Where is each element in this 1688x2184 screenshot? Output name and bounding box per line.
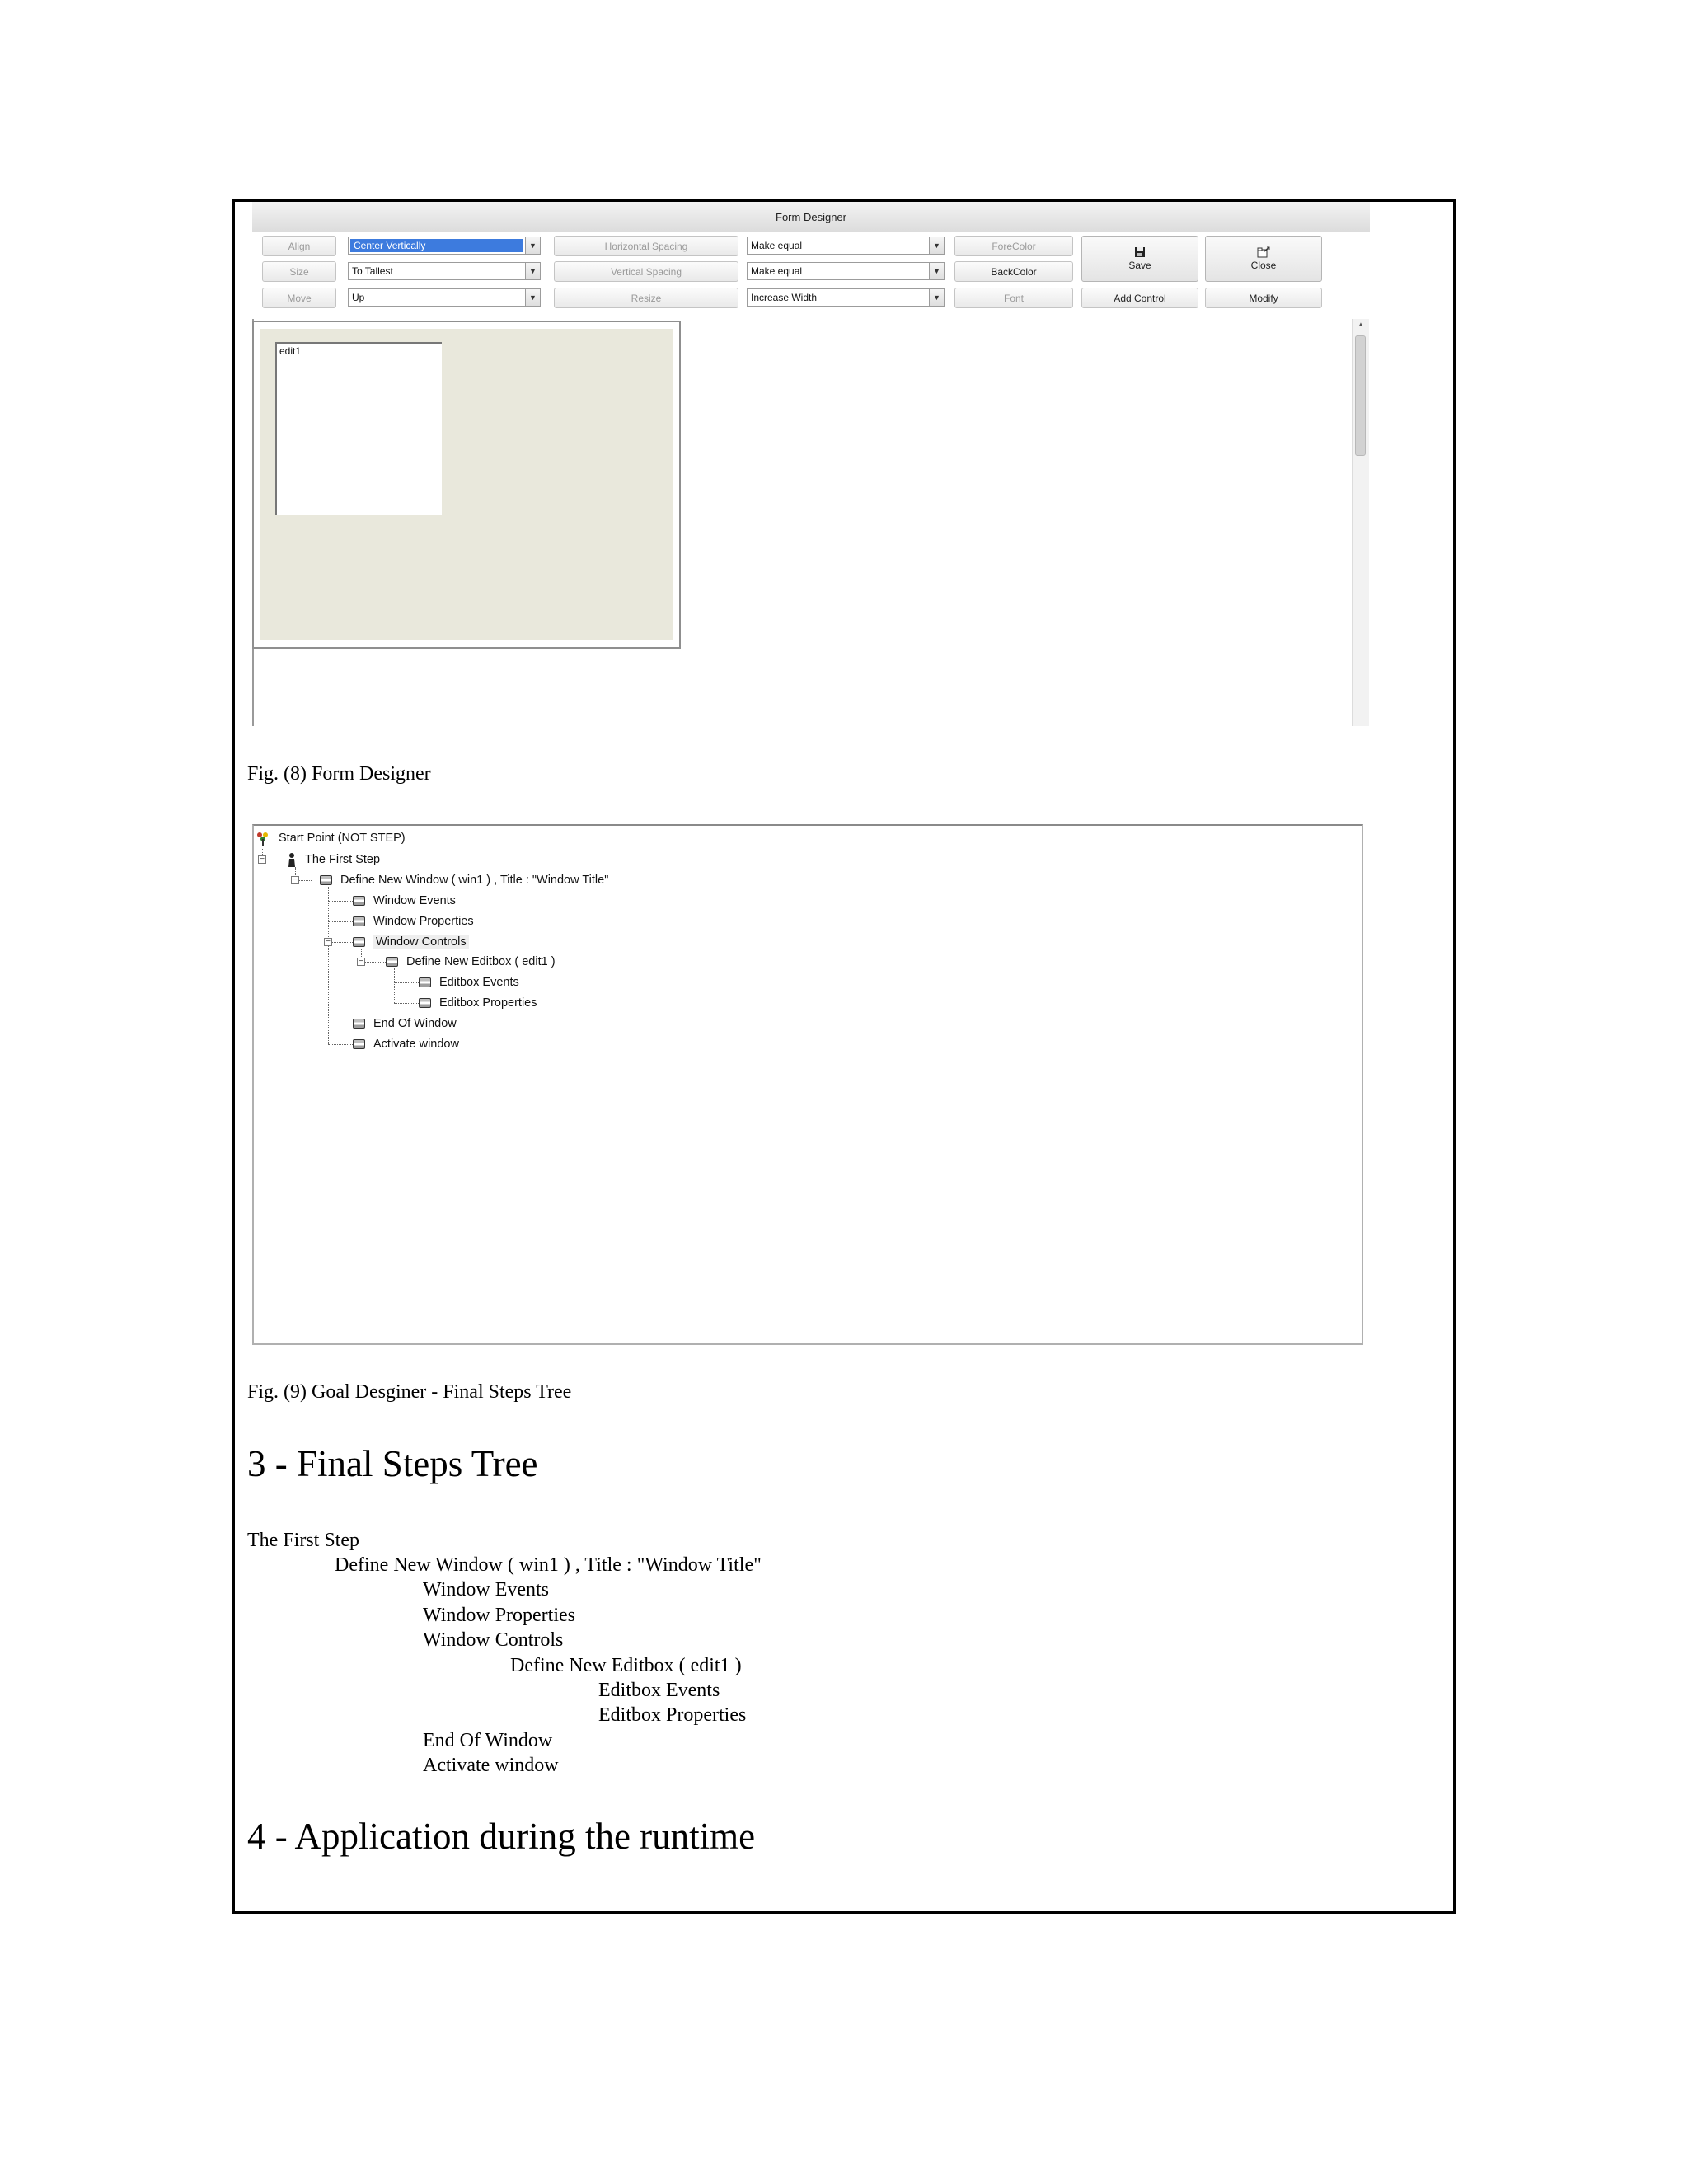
node-icon (353, 916, 365, 926)
align-button[interactable]: Align (262, 236, 336, 256)
move-select[interactable] (348, 288, 541, 307)
tree-node-define-editbox[interactable]: Define New Editbox ( edit1 ) (386, 952, 556, 972)
steps-line: End Of Window (423, 1730, 553, 1751)
tree-node-end-of-window[interactable]: End Of Window (353, 1014, 457, 1033)
align-select-value: Center Vertically (350, 239, 523, 252)
scroll-up-arrow-icon[interactable]: ▲ (1357, 321, 1364, 328)
tree-node-activate-window[interactable]: Activate window (353, 1034, 459, 1054)
scrollbar-thumb[interactable] (1355, 335, 1366, 456)
tree-node-window-controls[interactable]: Window Controls (353, 932, 469, 952)
vertical-spacing-value: Make equal (751, 265, 803, 277)
collapse-toggle-icon[interactable]: − (324, 938, 332, 946)
edit1-control[interactable]: edit1 (275, 342, 442, 515)
chevron-down-icon[interactable]: ▼ (929, 263, 944, 279)
vertical-spacing-button[interactable]: Vertical Spacing (554, 261, 738, 282)
close-label: Close (1250, 260, 1277, 271)
node-icon (353, 937, 365, 947)
size-select[interactable] (348, 262, 541, 280)
form-surface[interactable] (260, 329, 673, 640)
steps-line: Define New Editbox ( edit1 ) (510, 1655, 742, 1676)
chevron-down-icon[interactable]: ▼ (525, 263, 540, 279)
design-canvas[interactable] (252, 319, 1370, 726)
steps-line: Window Events (423, 1579, 550, 1601)
align-select[interactable] (348, 237, 541, 255)
figure-8-caption: Fig. (8) Form Designer (247, 763, 431, 785)
form-designer-title: Form Designer (252, 202, 1370, 232)
node-icon (353, 1039, 365, 1049)
collapse-toggle-icon[interactable]: − (357, 958, 365, 966)
size-select-value: To Tallest (352, 265, 393, 277)
floppy-disk-icon (1134, 246, 1146, 258)
section-heading-4: 4 - Application during the runtime (247, 1816, 756, 1857)
steps-line: Define New Window ( win1 ) , Title : "Window Title" (335, 1554, 762, 1576)
steps-line: Editbox Properties (598, 1704, 747, 1726)
node-icon (353, 1019, 365, 1029)
chevron-down-icon[interactable]: ▼ (929, 237, 944, 254)
form-designer-window (252, 202, 1370, 726)
steps-line: The First Step (247, 1530, 359, 1551)
steps-tree[interactable] (252, 824, 1363, 1345)
start-flag-icon (256, 831, 270, 846)
folder-exit-icon (1257, 246, 1270, 258)
font-button[interactable]: Font (954, 288, 1073, 308)
move-select-value: Up (352, 292, 365, 303)
section-heading-3: 3 - Final Steps Tree (247, 1443, 538, 1484)
steps-line: Window Properties (423, 1605, 576, 1626)
add-control-button[interactable]: Add Control (1081, 288, 1198, 308)
node-icon (320, 875, 332, 885)
resize-select[interactable] (747, 288, 945, 307)
size-button[interactable]: Size (262, 261, 336, 282)
chevron-down-icon[interactable]: ▼ (525, 237, 540, 254)
steps-line: Activate window (423, 1755, 559, 1776)
tree-node-editbox-properties[interactable]: Editbox Properties (419, 993, 537, 1013)
designed-form[interactable] (252, 321, 681, 649)
steps-line: Editbox Events (598, 1680, 720, 1701)
move-button[interactable]: Move (262, 288, 336, 308)
horizontal-spacing-value: Make equal (751, 240, 803, 251)
modify-button[interactable]: Modify (1205, 288, 1322, 308)
resize-button[interactable]: Resize (554, 288, 738, 308)
steps-line: Window Controls (423, 1629, 564, 1651)
tree-node-define-window[interactable]: Define New Window ( win1 ) , Title : "Window Title" (320, 870, 608, 890)
horizontal-spacing-select[interactable] (747, 237, 945, 255)
close-button[interactable] (1205, 236, 1322, 282)
form-designer-toolbar (252, 232, 1370, 321)
save-label: Save (1128, 260, 1151, 271)
save-button[interactable] (1081, 236, 1198, 282)
node-icon (419, 998, 431, 1008)
tree-node-start-point[interactable]: Start Point (NOT STEP) (256, 828, 406, 848)
tree-node-editbox-events[interactable]: Editbox Events (419, 972, 519, 992)
backcolor-button[interactable]: BackColor (954, 261, 1073, 282)
figure-9-caption: Fig. (9) Goal Desginer - Final Steps Tree (247, 1381, 572, 1403)
tree-node-window-events[interactable]: Window Events (353, 891, 456, 911)
forecolor-button[interactable]: ForeColor (954, 236, 1073, 256)
node-icon (353, 896, 365, 906)
collapse-toggle-icon[interactable]: − (258, 855, 266, 864)
step-person-icon (287, 852, 297, 867)
resize-select-value: Increase Width (751, 292, 818, 303)
vertical-scrollbar[interactable] (1352, 319, 1369, 726)
node-icon (419, 977, 431, 987)
horizontal-spacing-button[interactable]: Horizontal Spacing (554, 236, 738, 256)
node-icon (386, 957, 398, 967)
vertical-spacing-select[interactable] (747, 262, 945, 280)
chevron-down-icon[interactable]: ▼ (929, 289, 944, 306)
collapse-toggle-icon[interactable]: − (291, 876, 299, 884)
tree-node-first-step[interactable]: The First Step (287, 850, 380, 869)
chevron-down-icon[interactable]: ▼ (525, 289, 540, 306)
tree-node-window-properties[interactable]: Window Properties (353, 912, 474, 931)
